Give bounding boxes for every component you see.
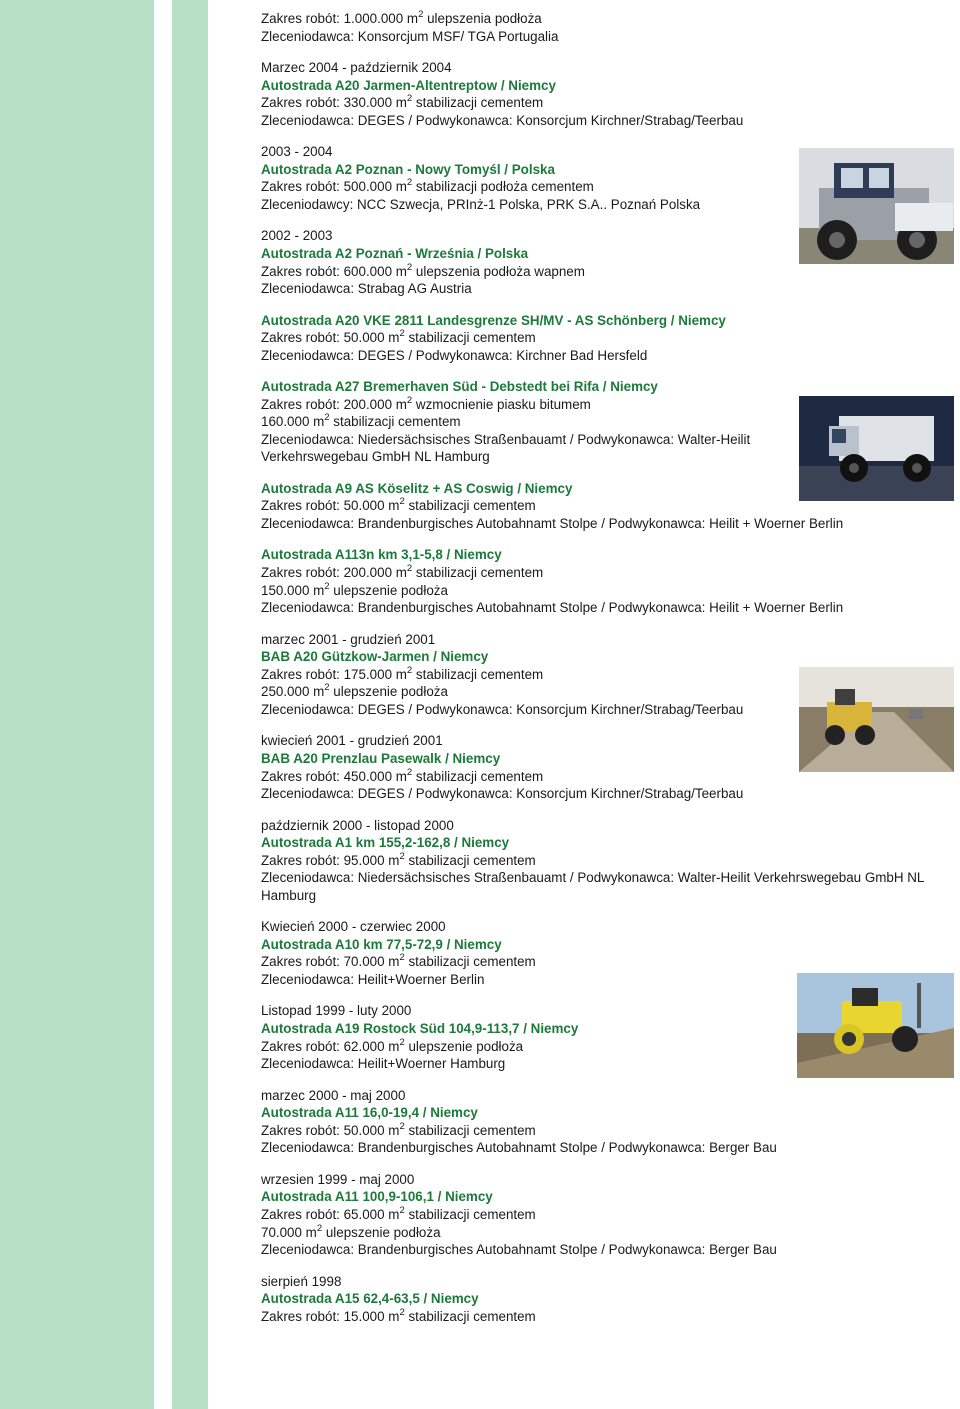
client-line: Zleceniodawca: Niedersächsisches Straßenbauamt / Podwykonawca: Walter-Heilit bbox=[261, 431, 751, 447]
project-title: Autostrada A2 Poznań - Września / Polska bbox=[261, 245, 529, 261]
scope-line: Zakres robót: 600.000 $m^2$ ulepszenia podłoża wapnem bbox=[261, 261, 585, 279]
project-title: BAB A20 Prenzlau Pasewalk / Niemcy bbox=[261, 750, 501, 766]
scope-line: 250.000 $m^2$ ulepszenie podłoża bbox=[261, 682, 448, 700]
client-line: Verkehrswegebau GmbH NL Hamburg bbox=[261, 449, 490, 465]
date-line: Marzec 2004 - październik 2004 bbox=[261, 59, 452, 75]
scope-line: Zakres robót: 95.000 $m^2$ stabilizacji cementem bbox=[261, 850, 536, 868]
date-line: sierpień 1998 bbox=[261, 1273, 342, 1289]
scope-line: Zakres robót: 65.000 $m^2$ stabilizacji cementem bbox=[261, 1205, 536, 1222]
scope-line: 150.000 $m^2$ ulepszenie podłoża bbox=[261, 580, 448, 598]
client-line: Zleceniodawca: Heilit+Woerner Berlin bbox=[261, 972, 485, 988]
scope-line: Zakres robót: 62.000 $m^2$ ulepszenie podłoża bbox=[261, 1036, 524, 1054]
scope-line: 160.000 $m^2$ stabilizacji cementem bbox=[261, 412, 461, 430]
scope-line: Zakres robót: 50.000 $m^2$ stabilizacji cementem bbox=[261, 496, 536, 514]
scope-line: Zakres robót: 70.000 $m^2$ stabilizacji cementem bbox=[261, 952, 536, 970]
date-line: Kwiecień 2000 - czerwiec 2000 bbox=[261, 919, 446, 935]
client-line: Zleceniodawca: DEGES / Podwykonawca: Konsorcjum Kirchner/Strabag/Teerbau bbox=[261, 786, 744, 802]
scope-line: Zakres robót: 50.000 $m^2$ stabilizacji cementem bbox=[261, 1120, 536, 1138]
project-title: Autostrada A2 Poznan - Nowy Tomyśl / Polska bbox=[261, 161, 555, 177]
side-band-stripe bbox=[154, 0, 172, 1409]
project-title: Autostrada A15 62,4-63,5 / Niemcy bbox=[261, 1291, 479, 1307]
client-line: Zleceniodawca: Heilit+Woerner Hamburg bbox=[261, 1056, 506, 1072]
project-title: Autostrada A20 VKE 2811 Landesgrenze SH/MV - AS Schönberg / Niemcy bbox=[261, 312, 726, 328]
scope-line: Zakres robót: 330.000 $m^2$ stabilizacji cementem bbox=[261, 93, 544, 111]
scope-line: Zakres robót: 15.000 $m^2$ stabilizacji cementem bbox=[261, 1306, 536, 1324]
project-title: Autostrada A9 AS Köselitz + AS Coswig / Niemcy bbox=[261, 480, 573, 496]
side-band bbox=[0, 0, 208, 1409]
date-line: Listopad 1999 - luty 2000 bbox=[261, 1003, 412, 1019]
date-line: 2003 - 2004 bbox=[261, 144, 333, 160]
project-list bbox=[261, 10, 951, 1325]
date-line: marzec 2001 - grudzień 2001 bbox=[261, 631, 436, 647]
project-title: Autostrada A20 Jarmen-Altentreptow / Niemcy bbox=[261, 77, 556, 93]
scope-line: Zakres robót: 50.000 $m^2$ stabilizacji cementem bbox=[261, 328, 536, 346]
client-line: Zleceniodawca: Brandenburgisches Autobahnamt Stolpe / Podwykonawca: Heilit + Woerner Berlin bbox=[261, 516, 844, 532]
date-line: kwiecień 2001 - grudzień 2001 bbox=[261, 733, 443, 749]
project-title: Autostrada A11 100,9-106,1 / Niemcy bbox=[261, 1189, 493, 1205]
client-line: Zleceniodawcy: NCC Szwecja, PRInż-1 Polska, PRK S.A.. Poznań Polska bbox=[261, 196, 701, 212]
client-line: Zleceniodawca: Brandenburgisches Autobahnamt Stolpe / Podwykonawca: Berger Bau bbox=[261, 1242, 777, 1258]
project-title: Autostrada A11 16,0-19,4 / Niemcy bbox=[261, 1105, 478, 1121]
client-line: Zleceniodawca: Strabag AG Austria bbox=[261, 281, 472, 297]
scope-line: Zakres robót: 175.000 $m^2$ stabilizacji cementem bbox=[261, 664, 544, 682]
scope-line: 70.000 $m^2$ ulepszenie podłoża bbox=[261, 1222, 441, 1240]
client-line: Zleceniodawca: Niedersächsisches Straßenbauamt / Podwykonawca: Walter-Heilit Verkehrswegebau GmbH NL Hamburg bbox=[261, 870, 924, 903]
scope-line: Zakres robót: 500.000 $m^2$ stabilizacji podłoża cementem bbox=[261, 177, 594, 195]
scope-line: Zakres robót: 450.000 $m^2$ stabilizacji cementem bbox=[261, 766, 544, 784]
date-line: wrzesien 1999 - maj 2000 bbox=[261, 1171, 415, 1187]
project-title: Autostrada A27 Bremerhaven Süd - Debstedt bei Rifa / Niemcy bbox=[261, 379, 658, 395]
project-title: BAB A20 Gützkow-Jarmen / Niemcy bbox=[261, 649, 489, 665]
client-line: Zleceniodawca: Konsorcjum MSF/ TGA Portugalia bbox=[261, 28, 559, 44]
client-line: Zleceniodawca: DEGES / Podwykonawca: Konsorcjum Kirchner/Strabag/Teerbau bbox=[261, 112, 744, 128]
project-title: Autostrada A113n km 3,1-5,8 / Niemcy bbox=[261, 547, 502, 563]
client-line: Zleceniodawca: Brandenburgisches Autobahnamt Stolpe / Podwykonawca: Berger Bau bbox=[261, 1140, 777, 1156]
date-line: październik 2000 - listopad 2000 bbox=[261, 817, 454, 833]
client-line: Zleceniodawca: DEGES / Podwykonawca: Kirchner Bad Hersfeld bbox=[261, 347, 648, 363]
date-line: 2002 - 2003 bbox=[261, 228, 333, 244]
project-title: Autostrada A19 Rostock Süd 104,9-113,7 / Niemcy bbox=[261, 1021, 579, 1037]
project-title: Autostrada A1 km 155,2-162,8 / Niemcy bbox=[261, 835, 510, 851]
date-line: marzec 2000 - maj 2000 bbox=[261, 1087, 406, 1103]
scope-line: Zakres robót: 200.000 $m^2$ wzmocnienie piasku bitumem bbox=[261, 394, 591, 412]
client-line: Zleceniodawca: DEGES / Podwykonawca: Konsorcjum Kirchner/Strabag/Teerbau bbox=[261, 701, 744, 717]
client-line: Zleceniodawca: Brandenburgisches Autobahnamt Stolpe / Podwykonawca: Heilit + Woerner Berlin bbox=[261, 600, 844, 616]
scope-line: Zakres robót: 1.000.000 $m^2$ ulepszenia podłoża bbox=[261, 9, 542, 26]
project-title: Autostrada A10 km 77,5-72,9 / Niemcy bbox=[261, 936, 502, 952]
scope-line: Zakres robót: 200.000 $m^2$ stabilizacji cementem bbox=[261, 563, 544, 581]
